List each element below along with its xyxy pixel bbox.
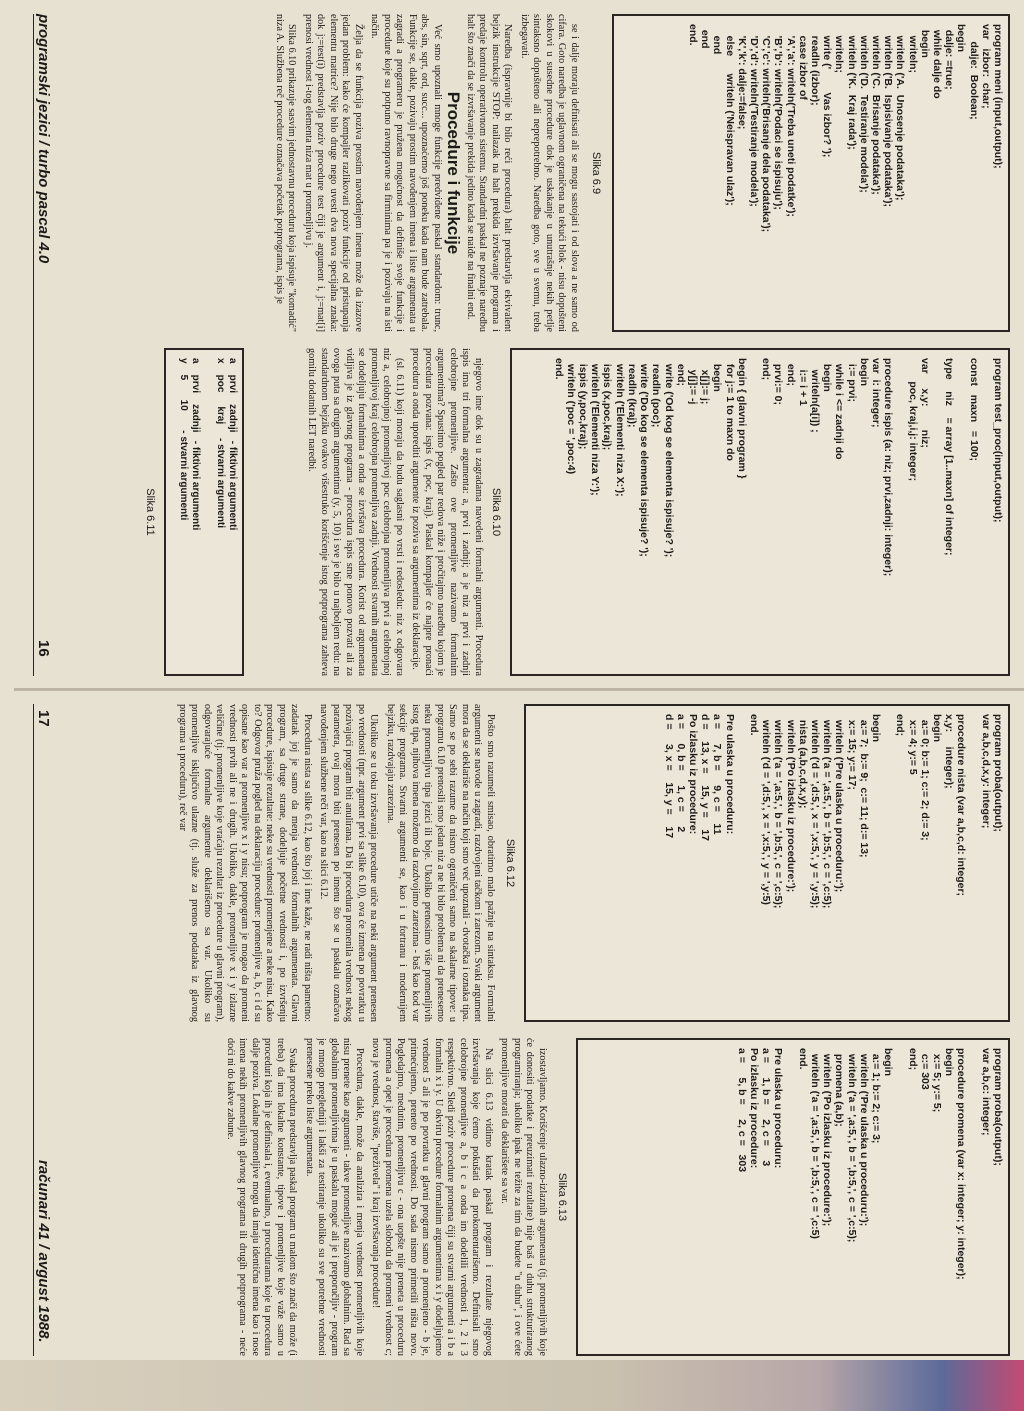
code-listing-slika-6-10: program test_proc(input,output); const maxn = 100; type niz = array [1..maxn] of integer; var x,y: niz; poc, kraj,i,j: integer; procedure ispis (a: niz; prvi,zadnji: integer); var i: integer; begin i:= prvi; while i <= zadnji do begin writeln(a[i]) ; i:= i + 1 end; prvi:= 0; end; begin { glavni program } for j:= 1 to maxn do begin x[j]:= j; y[j]:= -j end; write ('Od kog se elementa ispisuje? '); readln (poc); write ('Do kog se elementa ispisuje? '); readln (kraj); writeln ('Elementi niza X:'); ispis (x,poc,kraj); writeln ('Elementi niza Y:'); ispis (y,poc,kraj); writeln ('poc = ',poc:4) end.: [510, 348, 1010, 676]
paragraph: Već smo upoznali mnoge funkcije predviđene paskal standardom: trunc, abs, sin, sqrt, ord, succ... upoznaćemo još poneku kada nam bude zatrebala. Funkcije se, dakle, pozivaju prostim navođenjem imena i liste argumenata u zagradi a programeru je pružena mogućnost da definiše svoje funkcije i procedure koje su potpuno ravnopravne sa firminima pa je i pozivaju na isti način.: [369, 14, 443, 332]
footer-rule: [33, 704, 34, 1356]
arguments-table-slika-6-11: a prvi zadnji - fiktivni argumenti x poc kraj - stvarni argumenti a prvi zadnji - fiktivni argumenti y 5 10 - stvarni argumenti: [164, 348, 244, 676]
caption-slika-6-9: Slika 6.9: [590, 151, 602, 195]
paragraph: Svaka procedura predstavlja paskal program u malom što znači da može (i treba) da ima lokalne konstante, tipove i promenljive koje važe samo u proceduri koja ih je definisala i, eventualno, u procedurama koje ta procedura dalje poziva. Lokalne promenljive mogu da imaju identična imena kao i nose imena nekih promenljivih glavnog programa ili drugih potprograma - neće doći ni do kakve zabune.: [225, 1038, 299, 1356]
text-column-3: [60, 704, 496, 1022]
caption-slika-6-10: Slika 6.10: [490, 487, 502, 537]
paragraph: Naredba (ispravnije bi bilo reći procedura) halt predstavlja ekvivalent bejzik instrukcije STOP: nailazak na halt prekida izvršavanje programa i predaje kontrolu operativnom sistemu. Standardni paskal ne poznaje naredbu halt što znači da se izvršavanje prekida jedino kada se naiđe na finalni end.: [465, 14, 514, 332]
paragraph: Pošto smo razumeli smisao, obratimo malo pažnje na sintaksu. Formalni argumenti se navode u zagradi, razdvojeni tačkom i zarezom. Svaki argument mora da se deklariše na način koji smo već upoznali - dvotačka i oznaka tipa. Samo se po sebi razume da nismo ograničeni samo na skalarne tipove: u programu 6.10 prenosili smo jedan niz a ne bi bilo problema ni da prenesemo neku promenljivu tipa jezici ili boje. Ukoliko prenosimo više promenljivih istog tipa, njihova imena možemo da razdvojimo zarezima - baš kao kod var sekcije programa. Stvarni argumenti se, kao i u fortranu i modernijem bejziku, razdvajaju zarezima.: [385, 704, 496, 1022]
paragraph: Procedura nista sa slike 6.12, kao što joj i ime kaže, ne radi ništa pametno: zadatak joj je samo da menja vrednosti formalnih argumenata. Glavni program, sa druge strane, dodeljuje početne vrednosti i, po izvršenju procedure, ispisuje rezultate: neke su vrednosti promenjene a neke nisu. Kako to? Odgovor pruža pogled na deklaraciju procedure: promenljive a, b, c i d su opisane kao var a promenljive x i y nisu; potprogram je mogao da promeni vrednosti prvih ali ne i drugih. Ukoliko, dakle, promenljive x i y izlazne veličine (tj. promenljive koje vraćaju rezultat iz procedure u glavni program), odgovarajuće formalne argumente deklarišemo sa var. Ukoliko su promenljive isključivo ulazne (tj. služe za prenos podataka iz glavnog programa u proceduru), reč var: [177, 704, 313, 1022]
paragraph: njegovo ime dok su u zagradama navedeni formalni argumenti. Procedura ispis ima tri formalna argumenta: a, prvi i zadnji; a je niz a prvi i zadnji celobrojne promenljive. Zašto ove promenljive nazivamo formalnim argumentima? Spustimo pogled par redova niže i pročitajmo naredbu kojom je procedura pozvana: ispis (x, poc, kraj). Paskal kompajler će najpre pronaći proceduru a onda uporediti argumente iz poziva sa argumentima iz deklaracije.: [410, 348, 484, 676]
left-page: [14, 0, 1024, 690]
code-listing-slika-6-13: program proba(output); var a,b,c: integer; procedure promena (var x: integer; y: integer); begin x:= 5; y:= 5; c:= 303 end; begin a:= 1; b:= 2; c:= 3; writeln ('Pre ulaska u proceduru:'); writeln ('a = ',a:5,', b = ',b:5,', c = ',c:5); promena (a,b); writeln ('Po izlasku iz procedure:'); writeln ('a = ',a:5,', b = ',b:5,', c = ',c:5) end. Pre ulaska u proceduru: a = 1, b = 2, c = 3 Po izlasku iz procedure: a = 5, b = 2, c = 303: [576, 1038, 1010, 1356]
code-listing-slika-6-9: program meni (input,output); var izbor: char; dalje: Boolean; begin dalje: =true; while dalje do begin writeln; writeln ('A. Unosenje podataka'); writeln ('B. Ispisivanje podataka'); writeln ('C. Brisanje podataka'); writeln ('D. Testiranje modela'); writeln ('K. Kraj rada'); writeln; write (' Vas izbor? '); readln (izbor); case izbor of 'A','a': writeln('Treba uneti podatke'); 'B','b': writeln('Podaci se ispisuju'); 'C','c': writeln('Brisanje dela podataka'); 'D','d': writeln('Testiranje modela'); 'K','k': dalje:=false; else writeln ('Neispravan ulaz'); end end end.: [612, 14, 1010, 332]
paragraph: se i dalje moraju definisati ali se mogu sastojati i od slova a ne samo od cifara. Goto naredba je uglavnom ograničena na tekući blok - nisu dopušteni skokovi u susedne procedure dok je uskakanje u unutrašnje nekih petlje sintaksno dopušteno ali neprepotrebno. Naredba goto, sve u svemu, treba izbegavati.: [519, 14, 580, 332]
caption-slika-6-13: Slika 6.13: [556, 1172, 568, 1222]
paragraph: izostavljamo. Korišćenje ulazno-izlaznih argumenata (tj. promenljivih koje će donositi podatke i preuzimati rezultate) nije baš u duhu strukturiranog programiranja; ukoliko ipak ne težite za tim da budete "u duhu", i ove ćete promenljive morati da deklarišete sa var.: [499, 1038, 548, 1356]
caption-slika-6-12: Slika 6.12: [504, 838, 516, 888]
paragraph: Slika 6.10 prikazuje sasvim jednostavnu proceduru koja ispisuje "komadić" niza A. Službena reč procedure označava početak potprograma, ispis je: [274, 14, 298, 332]
paragraph: Na slici 6.13 vidimo kratak paskal program i rezultate njegovog izvršavanja koje ćemo pokušati da prokomentarišemo. Definisali smo celobrojne promenljive a, b i c a onda im dodelili vrednosti 1, 2 i 3 respektivno. Sledi poziv procedure promena čiji su stvarni argumenti a i b a formalni x i y. U okviru procedure formalnim argumentima x i y dodeljujemo vrednost 5 ali je po povratku u glavni program samo a promenjeno - b je, primećujemo, preneto po vrednosti. Do sada nismo primetili ništa novo. Pogledajmo, međutim, promenljivu c - ona uopšte nije preneta u proceduru promena a opet je procedura promena uzela slobodu da promeni vrednost c; nova je vrednost, štaviše, "preživela" i kraj izvršavanja procedure!: [370, 1038, 494, 1356]
paragraph: Procedura, dakle, može da analizira i menja vrednost promenljivih koje nisu prenete kao argumenti - takve promenljive nazivamo globalnim. Rad sa globalnim promenljivima je u paskalu moguć ali je i preporučljiv - program je mnogo pregledniji i lakši za testiranje ukoliko su sve potrebne vrednosti prenesene preko liste argumenata.: [304, 1038, 365, 1356]
section-heading: Procedure i funkcije: [444, 91, 464, 255]
footer-right: računari 41 / avgust 1988.: [35, 1160, 52, 1343]
rotated-magazine-spread: [14, 0, 1024, 1380]
text-column-1: [60, 14, 580, 332]
right-page: [14, 690, 1024, 1380]
text-column-2: [254, 348, 484, 676]
code-listing-slika-6-12: program proba(output); var a,b,c,d,x,y: integer; procedure nista (var a,b,c,d: integer; x,y: integer); begin a:= 0; b:= 1; c:= 2; d:= 3; x:= 4; y:= 5 end; begin a:= 7; b:= 9; c:= 11; d:= 13; x:= 15; y:= 17; writeln ('Pre ulaska u proceduru:'); writeln ('a = ',a:5,', b = ',b:5,', c = ',c:5); writeln ('d = ',d:5,', x = ',x:5,', y = ',y:5); nista (a,b,c,d,x,y); writeln ('Po izlasku iz procedure:'); writeln ('a = ',a:5,', b = ',b:5,', c = ',c:5); writeln ('d = ',d:5,', x = ',x:5,', y = ',y:5) end. Pre ulaska u proceduru: a = 7, b = 9, c = 11 d = 13, x = 15, y = 17 Po izlasku iz procedure: a = 0, b = 1, c = 2 d = 3, x = 15, y = 17: [524, 704, 1010, 1022]
paragraph: Ukoliko se u toku izvršavanja procedure utiče na neki argument prenesen po vrednosti (npr. argument prvi sa slike 6.10), ova će izmena po povratku u pozivajući program biti anulirana. Da bi procedura promenila vrednost nekog parametra, ovaj mora biti prenesen po imenu što se u paskalu označava navođenjem službene reči var, kao na slici 6.12.: [318, 704, 380, 1022]
footer-left: programski jezici / turbo pascal 4.0: [35, 14, 52, 264]
page-number-left: 16: [35, 640, 52, 657]
footer-rule: [33, 14, 34, 676]
paragraph: (sl. 6.11) koji moraju da budu saglasni po vrsti i redosledu: niz x odgovara niz a, celobrojnoj promenljivoj poc celobrojna promenljiva prvi a celobrojnoj promenljivoj kraj celobrojna promenljiva zadnji. Vrednosti stvarnih argumenata se dodeljuju formalnima a onda se izvršava procedura. Korist od argumenata vidljiva je iz glavnog programa - procedura ispis sme ponovo pozvati ali za ovoga puta sa drugim argumentima (y, 5, 10) i sve je bilo u najboljem redu: na standardnom bejziku ovakvo višestruko korišćenje istog potprograma zahteva gomilu dodatnih LET naredbi.: [306, 348, 405, 676]
text-column-4: [60, 1038, 548, 1356]
caption-slika-6-11: Slika 6.11: [144, 488, 156, 536]
paragraph: Želja da se funkcija poziva prostim navođenjem imena može da izazove jedan problem: kako će kompajler razlikovati poziv funkcije od pristupanja elementu matrice? Nije bilo druge nego uvesti dva nova specijalna znaka: dok j:=test(i) predstavlja poziv procedure test čiji je argument i, j:=mat[i] prenosi vrednost i-tog elementa niza mat u promenljivu j.: [303, 14, 364, 332]
page-number-right: 17: [35, 710, 52, 727]
